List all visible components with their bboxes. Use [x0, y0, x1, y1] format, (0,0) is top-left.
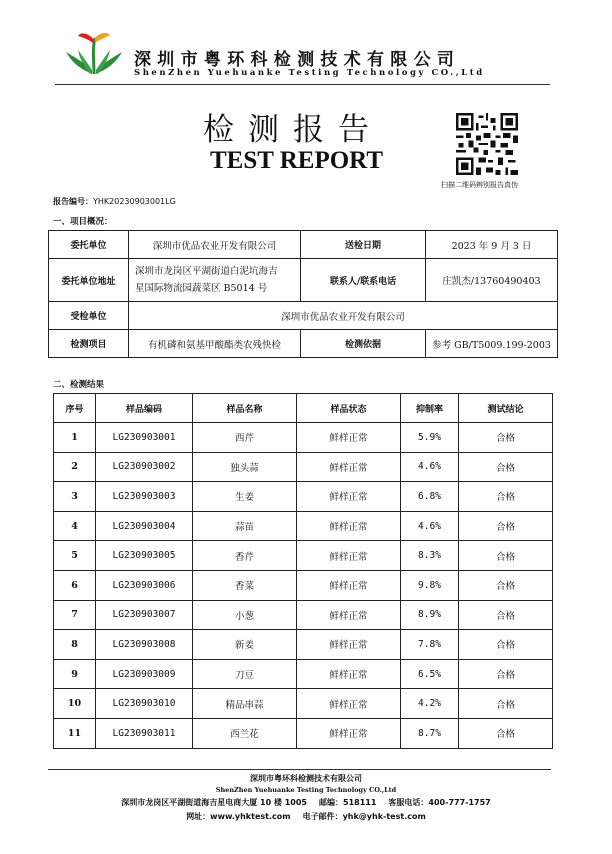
row-rate: 8.9%	[401, 600, 459, 630]
row-rate: 8.7%	[401, 718, 459, 748]
row-result: 合格	[459, 689, 553, 719]
row-code: LG230903003	[96, 482, 193, 512]
row-state: 鲜样正常	[297, 423, 401, 453]
row-code: LG230903008	[96, 630, 193, 660]
row-name: 独头蒜	[193, 452, 297, 482]
row-rate: 8.3%	[401, 541, 459, 571]
address-line-1: 深圳市龙岗区平湖街道白泥坑海吉	[135, 266, 278, 277]
section-results-title: 二、检测结果	[53, 380, 105, 390]
row-rate: 7.8%	[401, 630, 459, 660]
row-state: 鲜样正常	[297, 541, 401, 571]
row-code: LG230903001	[96, 423, 193, 453]
contact-label: 联系人/联系电话	[301, 259, 426, 302]
row-result: 合格	[459, 600, 553, 630]
row-no: 8	[54, 630, 96, 660]
row-result: 合格	[459, 541, 553, 571]
results-header-row	[54, 394, 553, 423]
row-name: 蒜苗	[193, 511, 297, 541]
row-code: LG230903005	[96, 541, 193, 571]
footer-address: 深圳市龙岗区平湖街道海吉星电商大厦 10 楼 1005	[121, 798, 308, 807]
footer-website: 网址：www.yhktest.com	[186, 812, 291, 821]
row-name: 新姜	[193, 630, 297, 660]
date-value: 2023 年 9 月 3 日	[426, 231, 558, 259]
row-code: LG230903006	[96, 570, 193, 600]
company-name-en: ShenZhen Yuehuanke Testing Technology CO.,Ltd	[134, 68, 485, 78]
section-project-overview-title: 一、项目概况：	[53, 217, 113, 227]
row-name: 精品串蒜	[193, 689, 297, 719]
header-result: 测试结论	[459, 394, 553, 423]
table-row	[54, 630, 553, 660]
report-title-cn: 检测报告	[203, 112, 383, 148]
report-number-label: 报告编号：	[53, 197, 93, 206]
table-row	[54, 718, 553, 748]
qr-caption: 扫描二维码辨别报告真伪	[441, 181, 518, 189]
company-logo-icon	[64, 30, 124, 80]
header-state: 样品状态	[297, 394, 401, 423]
test-basis-value: 参考 GB/T5009.199-2003	[426, 330, 558, 358]
row-no: 10	[54, 689, 96, 719]
row-result: 合格	[459, 511, 553, 541]
row-name: 小葱	[193, 600, 297, 630]
row-name: 西兰花	[193, 718, 297, 748]
row-result: 合格	[459, 452, 553, 482]
row-no: 11	[54, 718, 96, 748]
row-no: 9	[54, 659, 96, 689]
row-state: 鲜样正常	[297, 570, 401, 600]
row-no: 1	[54, 423, 96, 453]
footer-postcode: 邮编：518111	[319, 798, 377, 807]
row-state: 鲜样正常	[297, 630, 401, 660]
row-state: 鲜样正常	[297, 511, 401, 541]
row-state: 鲜样正常	[297, 482, 401, 512]
row-code: LG230903002	[96, 452, 193, 482]
header-name: 样品名称	[193, 394, 297, 423]
report-number	[53, 196, 176, 207]
header-rate: 抑制率	[401, 394, 459, 423]
footer-hotline: 客服电话：400-777-1757	[388, 798, 491, 807]
table-row	[54, 511, 553, 541]
row-state: 鲜样正常	[297, 452, 401, 482]
contact-value: 庄凯杰/13760490403	[426, 259, 558, 302]
client-label: 委托单位	[49, 231, 129, 259]
header-divider	[55, 84, 550, 85]
row-result: 合格	[459, 482, 553, 512]
table-row	[54, 482, 553, 512]
test-item-label: 检测项目	[49, 330, 129, 358]
table-row	[54, 600, 553, 630]
row-state: 鲜样正常	[297, 689, 401, 719]
table-row	[54, 541, 553, 571]
row-rate: 4.6%	[401, 452, 459, 482]
row-no: 4	[54, 511, 96, 541]
table-row	[54, 452, 553, 482]
table-row	[54, 659, 553, 689]
row-no: 7	[54, 600, 96, 630]
row-name: 刀豆	[193, 659, 297, 689]
footer-contact-line	[0, 797, 612, 808]
row-rate: 5.9%	[401, 423, 459, 453]
row-rate: 4.2%	[401, 689, 459, 719]
company-name-cn: 深圳市粤环科检测技术有限公司	[134, 50, 461, 70]
row-code: LG230903011	[96, 718, 193, 748]
row-rate: 6.5%	[401, 659, 459, 689]
row-result: 合格	[459, 659, 553, 689]
report-title-en: TEST REPORT	[210, 147, 384, 174]
row-state: 鲜样正常	[297, 600, 401, 630]
table-row	[54, 423, 553, 453]
row-result: 合格	[459, 718, 553, 748]
row-code: LG230903009	[96, 659, 193, 689]
report-number-value: YHK20230903001LG	[93, 197, 176, 206]
row-result: 合格	[459, 630, 553, 660]
row-no: 6	[54, 570, 96, 600]
qr-code-icon	[456, 113, 518, 175]
test-basis-label: 检测依据	[301, 330, 426, 358]
table-row	[54, 689, 553, 719]
row-rate: 6.8%	[401, 482, 459, 512]
test-item-value: 有机磷和氨基甲酸酯类农残快检	[129, 330, 301, 358]
row-no: 3	[54, 482, 96, 512]
row-name: 西芹	[193, 423, 297, 453]
row-name: 香芹	[193, 541, 297, 571]
row-rate: 9.8%	[401, 570, 459, 600]
header-code: 样品编码	[96, 394, 193, 423]
footer-web-line	[0, 811, 612, 822]
footer-company-cn: 深圳市粤环科检测技术有限公司	[250, 774, 362, 783]
footer-divider	[48, 769, 551, 770]
row-state: 鲜样正常	[297, 659, 401, 689]
address-value	[129, 259, 301, 302]
header-no: 序号	[54, 394, 96, 423]
client-value: 深圳市优品农业开发有限公司	[129, 231, 301, 259]
address-label: 委托单位地址	[49, 259, 129, 302]
row-code: LG230903004	[96, 511, 193, 541]
row-result: 合格	[459, 570, 553, 600]
row-state: 鲜样正常	[297, 718, 401, 748]
inspected-unit-label: 受检单位	[49, 302, 129, 330]
date-label: 送检日期	[301, 231, 426, 259]
project-info-table	[48, 230, 558, 358]
row-result: 合格	[459, 423, 553, 453]
address-line-2: 星国际物流园蔬菜区 B5014 号	[135, 283, 268, 294]
row-name: 生姜	[193, 482, 297, 512]
footer-company-en: ShenZhen Yuehuanke Testing Technology CO.,Ltd	[215, 786, 397, 794]
row-code: LG230903010	[96, 689, 193, 719]
footer-email: 电子邮件：yhk@yhk-test.com	[302, 812, 426, 821]
row-no: 5	[54, 541, 96, 571]
row-no: 2	[54, 452, 96, 482]
table-row	[54, 570, 553, 600]
row-name: 香菜	[193, 570, 297, 600]
row-rate: 4.6%	[401, 511, 459, 541]
results-table	[53, 393, 553, 749]
row-code: LG230903007	[96, 600, 193, 630]
inspected-unit-value: 深圳市优品农业开发有限公司	[129, 302, 558, 330]
